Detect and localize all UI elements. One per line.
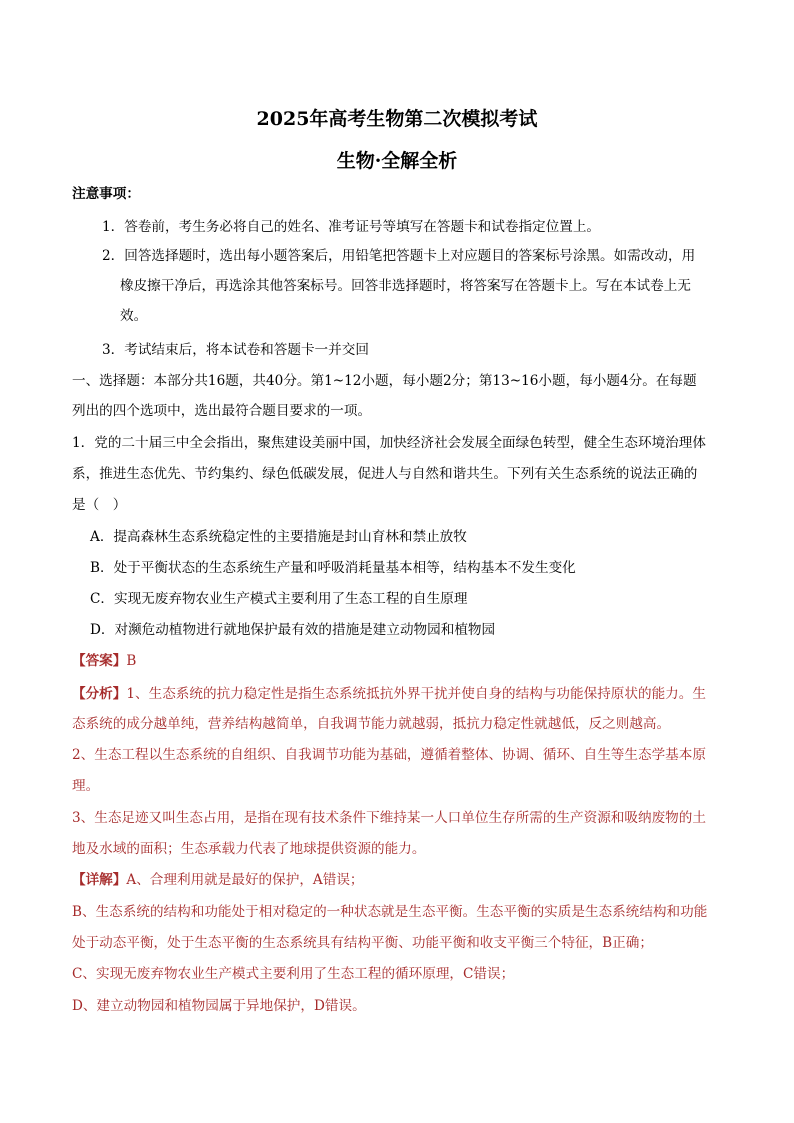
analysis-text: 态系统的成分越单纯，营养结构越简单，自我调节能力就越弱，抵抗力稳定性就越低，反之则越高。 [72, 716, 671, 732]
detail-text: D、建立动物园和植物园属于异地保护，D错误。 [72, 998, 366, 1014]
notice-item: 3．考试结束后，将本试卷和答题卡一并交回 [102, 342, 369, 358]
option-d: D．对濒危动植物进行就地保护最有效的措施是建立动物园和植物园 [90, 622, 496, 638]
detail-line [72, 870, 364, 890]
notice-item: 2．回答选择题时，选出每小题答案后，用铅笔把答题卡上对应题目的答案标号涂黑。如需改动，用 [102, 248, 696, 264]
option-b: B．处于平衡状态的生态系统生产量和呼吸消耗量基本相等，结构基本不发生变化 [90, 560, 576, 576]
analysis-text: 2、生态工程以生态系统的自组织、自我调节功能为基础，遵循着整体、协调、循环、自生等生态学基本原 [72, 747, 706, 763]
notice-item: 橡皮擦干净后，再选涂其他答案标号。回答非选择题时，将答案写在答题卡上。写在本试卷上无 [120, 278, 691, 294]
answer-value: B [126, 653, 137, 669]
notice-item: 1．答卷前，考生务必将自己的姓名、准考证号等填写在答题卡和试卷指定位置上。 [102, 219, 601, 235]
option-c: C．实现无废弃物农业生产模式主要利用了生态工程的自生原理 [90, 591, 468, 607]
option-a: A．提高森林生态系统稳定性的主要措施是封山育林和禁止放牧 [90, 529, 467, 545]
section-instruction: 一、选择题：本部分共16题，共40分。第1~12小题，每小题2分；第13~16小题，每小题4分。在每题 [72, 373, 697, 389]
detail-text: C、实现无废弃物农业生产模式主要利用了生态工程的循环原理，C错误； [72, 966, 515, 982]
question-stem: 是（ ） [72, 497, 127, 513]
analysis-text: 理。 [72, 778, 100, 794]
detail-text: 处于动态平衡，处于生态平衡的生态系统具有结构平衡、功能平衡和收支平衡三个特征，B正确； [72, 935, 653, 951]
notice-item: 效。 [120, 308, 148, 324]
page-subtitle: 生物·全解全析 [336, 150, 458, 172]
detail-text: B、生态系统的结构和功能处于相对稳定的一种状态就是生态平衡。生态平衡的实质是生态系统结构和功能 [72, 904, 708, 920]
answer-tag: 【答案】 [72, 653, 127, 669]
question-stem: 1．党的二十届三中全会指出，聚焦建设美丽中国，加快经济社会发展全面绿色转型，健全生态环境治理体 [72, 435, 706, 451]
section-instruction: 列出的四个选项中，选出最符合题目要求的一项。 [72, 403, 372, 419]
analysis-text: 3、生态足迹又叫生态占用，是指在现有技术条件下维持某一人口单位生存所需的生产资源和吸纳废物的土 [72, 810, 706, 826]
analysis-text: 1、生态系统的抗力稳定性是指生态系统抵抗外界干扰并使自身的结构与功能保持原状的能力。生 [126, 686, 706, 702]
question-stem: 系，推进生态优先、节约集约、绿色低碳发展，促进人与自然和谐共生。下列有关生态系统的说法正确的 [72, 466, 698, 482]
notice-heading: 注意事项： [72, 186, 140, 202]
analysis-tag: 【分析】 [72, 686, 127, 702]
detail-tag: 【详解】 [72, 872, 127, 888]
page-title: 2025年高考生物第二次模拟考试 [256, 108, 538, 130]
analysis-line [72, 684, 706, 704]
detail-text: A、合理利用就是最好的保护，A错误； [126, 872, 364, 888]
analysis-text: 地及水域的面积；生态承载力代表了地球提供资源的能力。 [72, 841, 426, 857]
answer-line [72, 651, 136, 671]
